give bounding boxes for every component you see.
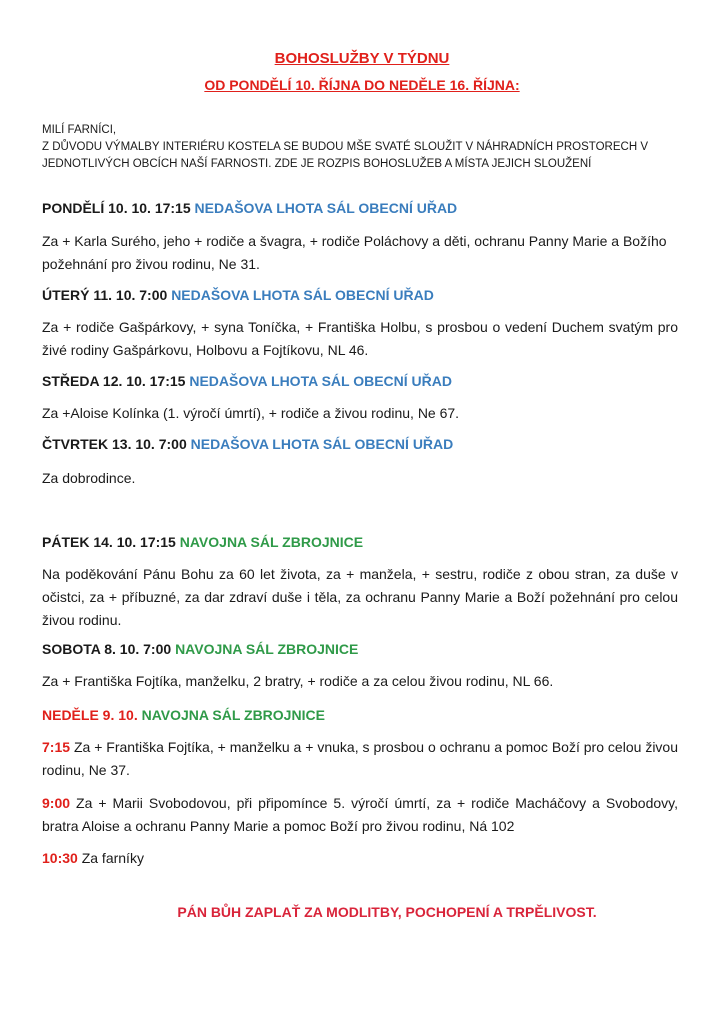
service-location: NEDAŠOVA LHOTA SÁL OBECNÍ UŘAD bbox=[189, 373, 452, 389]
sunday-mass-715 bbox=[42, 736, 678, 782]
service-day: ČTVRTEK 13. 10. 7:00 bbox=[42, 436, 187, 452]
intro-line: Z DŮVODU VÝMALBY INTERIÉRU KOSTELA SE BUDOU MŠE SVATÉ SLOUŽIT V NÁHRADNÍCH PROSTORECH V bbox=[42, 141, 648, 153]
mass-text: Za + Marii Svobodovou, při připomínce 5. výročí úmrtí, za + rodiče Macháčovy a Svobodovy, bratra Aloise a ochranu Panny Marie a pomoc Boží pro živou rodinu, Ná 102 bbox=[42, 795, 678, 834]
service-text-wednesday: Za +Aloise Kolínka (1. výročí úmrtí), + rodiče a živou rodinu, Ne 67. bbox=[42, 405, 460, 421]
page-title: BOHOSLUŽBY V TÝDNU bbox=[274, 50, 450, 67]
service-location: NAVOJNA SÁL ZBROJNICE bbox=[179, 534, 364, 550]
service-location: NEDAŠOVA LHOTA SÁL OBECNÍ UŘAD bbox=[190, 436, 454, 452]
mass-time: 9:00 bbox=[42, 795, 71, 811]
intro-paragraph bbox=[42, 122, 692, 173]
service-header-tuesday bbox=[42, 287, 434, 303]
service-day: PÁTEK 14. 10. 17:15 bbox=[42, 534, 176, 550]
service-text-thursday: Za dobrodince. bbox=[42, 470, 136, 486]
service-day: ÚTERÝ 11. 10. 7:00 bbox=[42, 287, 168, 303]
service-day: SOBOTA 8. 10. 7:00 bbox=[42, 641, 172, 657]
mass-time: 7:15 bbox=[42, 739, 71, 755]
service-header-friday bbox=[42, 534, 363, 550]
service-location: NEDAŠOVA LHOTA SÁL OBECNÍ UŘAD bbox=[171, 287, 434, 303]
intro-line: JEDNOTLIVÝCH OBCÍCH NAŠÍ FARNOSTI. ZDE JE ROZPIS BOHOSLUŽEB A MÍSTA JEJICH SLOUŽENÍ bbox=[42, 158, 592, 170]
service-header-saturday bbox=[42, 641, 358, 657]
service-location: NAVOJNA SÁL ZBROJNICE bbox=[175, 641, 359, 657]
mass-text: Za + Františka Fojtíka, + manželku a + vnuka, s prosbou o ochranu a pomoc Boží pro celou živou rodinu, Ne 37. bbox=[42, 739, 678, 778]
service-location: NAVOJNA SÁL ZBROJNICE bbox=[141, 707, 325, 723]
closing-thanks: PÁN BŮH ZAPLAŤ ZA MODLITBY, POCHOPENÍ A TRPĚLIVOST. bbox=[177, 904, 597, 920]
service-text-friday: Na poděkování Pánu Bohu za 60 let života, za + manžela, + sestru, rodiče z obou stran, za duše v očistci, za + příbuzné, za dar zdraví duše i těla, za ochranu Panny Marie a Boží požehnání pro celou živou rodinu. bbox=[42, 566, 678, 628]
service-location: NEDAŠOVA LHOTA SÁL OBECNÍ UŘAD bbox=[194, 200, 458, 216]
sunday-mass-900 bbox=[42, 792, 678, 838]
sunday-mass-1030 bbox=[42, 847, 678, 870]
mass-time: 10:30 bbox=[42, 850, 78, 866]
service-header-thursday bbox=[42, 436, 453, 452]
service-text-saturday: Za + Františka Fojtíka, manželku, 2 bratry, + rodiče a za celou živou rodinu, NL 66. bbox=[42, 673, 554, 689]
service-header-monday bbox=[42, 200, 457, 216]
page-subtitle: OD PONDĚLÍ 10. ŘÍJNA DO NEDĚLE 16. ŘÍJNA: bbox=[204, 77, 520, 93]
service-day: PONDĚLÍ 10. 10. 17:15 bbox=[42, 200, 191, 216]
service-day: NEDĚLE 9. 10. bbox=[42, 707, 138, 723]
service-header-sunday bbox=[42, 707, 325, 723]
service-text-monday: Za + Karla Surého, jeho + rodiče a švagra, + rodiče Poláchovy a děti, ochranu Panny Marie a Božího požehnání pro živou rodinu, Ne 31. bbox=[42, 233, 667, 272]
service-day: STŘEDA 12. 10. 17:15 bbox=[42, 373, 186, 389]
service-text-tuesday: Za + rodiče Gašpárkovy, + syna Toníčka, + Františka Holbu, s prosbou o vedení Duchem svatým pro živé rodiny Gašpárkovu, Holbovu a Fojtíkovu, NL 46. bbox=[42, 319, 678, 358]
service-header-wednesday bbox=[42, 373, 452, 389]
mass-text: Za farníky bbox=[81, 850, 144, 866]
intro-line: MILÍ FARNÍCI, bbox=[42, 124, 117, 136]
